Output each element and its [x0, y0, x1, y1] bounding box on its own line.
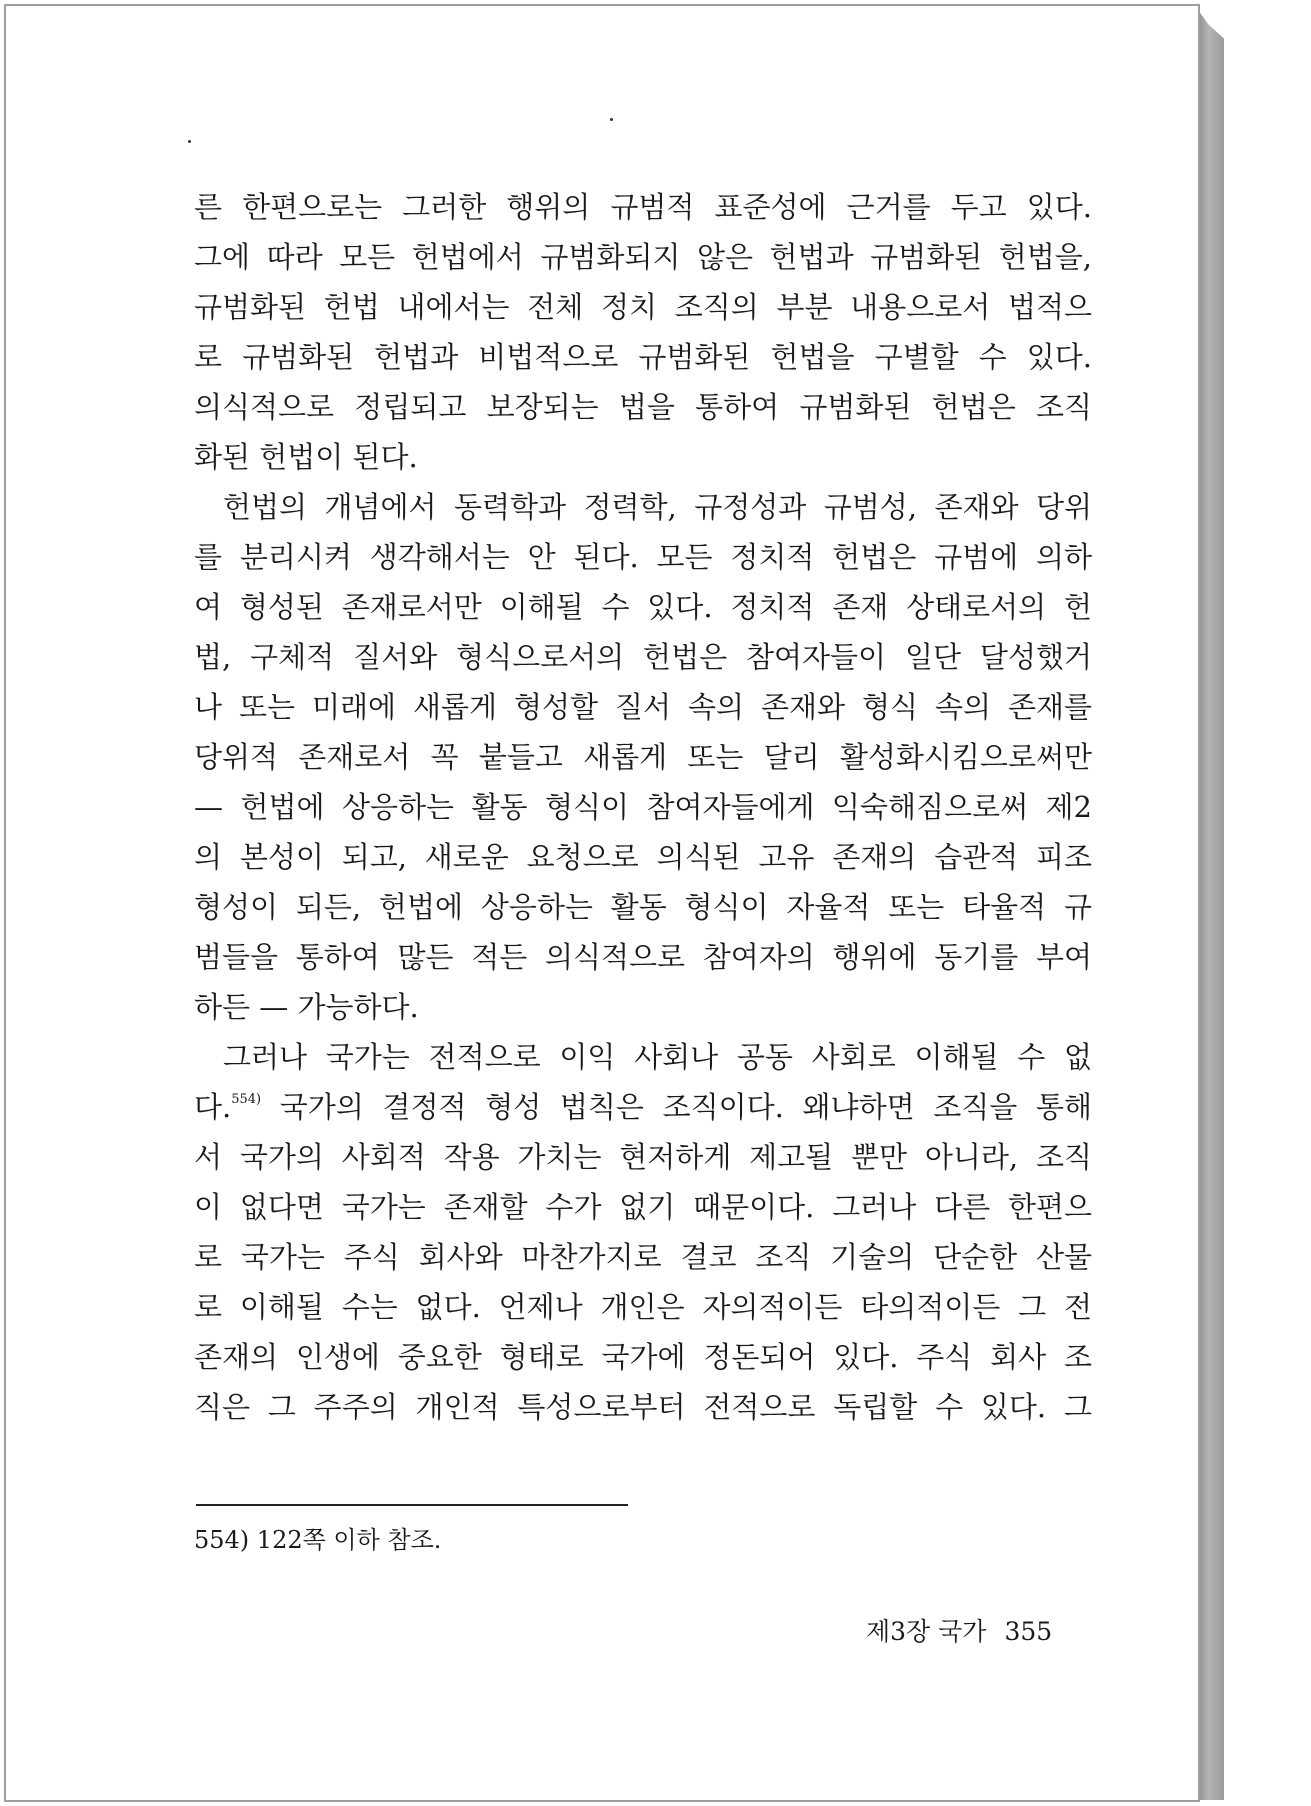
text-line: 존재의 인생에 중요한 형태로 국가에 정돈되어 있다. 주식 회사 조 [194, 1340, 1092, 1374]
text-line: 여 형성된 존재로서만 이해될 수 있다. 정치적 존재 상태로서의 헌 [194, 590, 1092, 624]
scan-speck [610, 118, 613, 121]
text-line: 이 없다면 국가는 존재할 수가 없기 때문이다. 그러나 다른 한편으 [194, 1190, 1092, 1224]
scan-speck [188, 140, 191, 143]
text-line: 그에 따라 모든 헌법에서 규범화되지 않은 헌법과 규범화된 헌법을, [194, 240, 1092, 274]
text-line: 로 국가는 주식 회사와 마찬가지로 결코 조직 기술의 단순한 산물 [194, 1240, 1092, 1274]
text-line: 당위적 존재로서 꼭 붙들고 새롭게 또는 달리 활성화시킴으로써만 [194, 740, 1092, 774]
text-line: 헌법의 개념에서 동력학과 정력학, 규정성과 규범성, 존재와 당위 [223, 490, 1092, 524]
text-line: 범들을 통하여 많든 적든 의식적으로 참여자의 행위에 동기를 부여 [194, 940, 1092, 974]
text-line: 로 이해될 수는 없다. 언제나 개인은 자의적이든 타의적이든 그 전 [194, 1290, 1092, 1324]
footnote-ref: 554) [231, 1092, 262, 1107]
book-page [4, 4, 1200, 1802]
text-line: 그러나 국가는 전적으로 이익 사회나 공동 사회로 이해될 수 없 [223, 1040, 1092, 1074]
text-line [194, 1082, 1092, 1132]
text-line: 규범화된 헌법 내에서는 전체 정치 조직의 부분 내용으로서 법적으 [194, 290, 1092, 324]
text-line: 형성이 되든, 헌법에 상응하는 활동 형식이 자율적 또는 타율적 규 [194, 890, 1092, 924]
chapter-label: 제3장 국가 [866, 1617, 987, 1646]
text-line: — 헌법에 상응하는 활동 형식이 참여자들에게 익숙해짐으로써 제2 [194, 790, 1092, 824]
page-footer [866, 1612, 1052, 1648]
text-line: 직은 그 주주의 개인적 특성으로부터 전적으로 독립할 수 있다. 그 [194, 1390, 1092, 1424]
text-line: 를 분리시켜 생각해서는 안 된다. 모든 정치적 헌법은 규범에 의하 [194, 540, 1092, 574]
paragraph-2 [194, 482, 1092, 1032]
text-line: 의 본성이 되고, 새로운 요청으로 의식된 고유 존재의 습관적 피조 [194, 840, 1092, 874]
paragraph-1 [194, 182, 1092, 482]
page-stack-edge [1198, 10, 1224, 1800]
text-fragment: 다. [194, 1090, 232, 1124]
text-fragment: 국가의 결정적 형성 법칙은 조직이다. 왜냐하면 조직을 통해 [279, 1090, 1092, 1124]
footnote: 554) 122쪽 이하 참조. [194, 1526, 442, 1554]
paragraph-3 [194, 1032, 1092, 1432]
text-line: 법, 구체적 질서와 형식으로서의 헌법은 참여자들이 일단 달성했거 [194, 640, 1092, 674]
text-line: 나 또는 미래에 새롭게 형성할 질서 속의 존재와 형식 속의 존재를 [194, 690, 1092, 724]
text-line: 서 국가의 사회적 작용 가치는 현저하게 제고될 뿐만 아니라, 조직 [194, 1140, 1092, 1174]
text-line: 로 규범화된 헌법과 비법적으로 규범화된 헌법을 구별할 수 있다. [194, 340, 1092, 374]
body-text [194, 182, 1092, 1432]
text-line: 하든 — 가능하다. [194, 990, 419, 1024]
footnote-separator [196, 1504, 628, 1506]
text-line: 른 한편으로는 그러한 행위의 규범적 표준성에 근거를 두고 있다. [194, 190, 1092, 224]
text-line: 화된 헌법이 된다. [194, 440, 418, 474]
text-line: 의식적으로 정립되고 보장되는 법을 통하여 규범화된 헌법은 조직 [194, 390, 1092, 424]
page-number: 355 [1004, 1617, 1053, 1646]
